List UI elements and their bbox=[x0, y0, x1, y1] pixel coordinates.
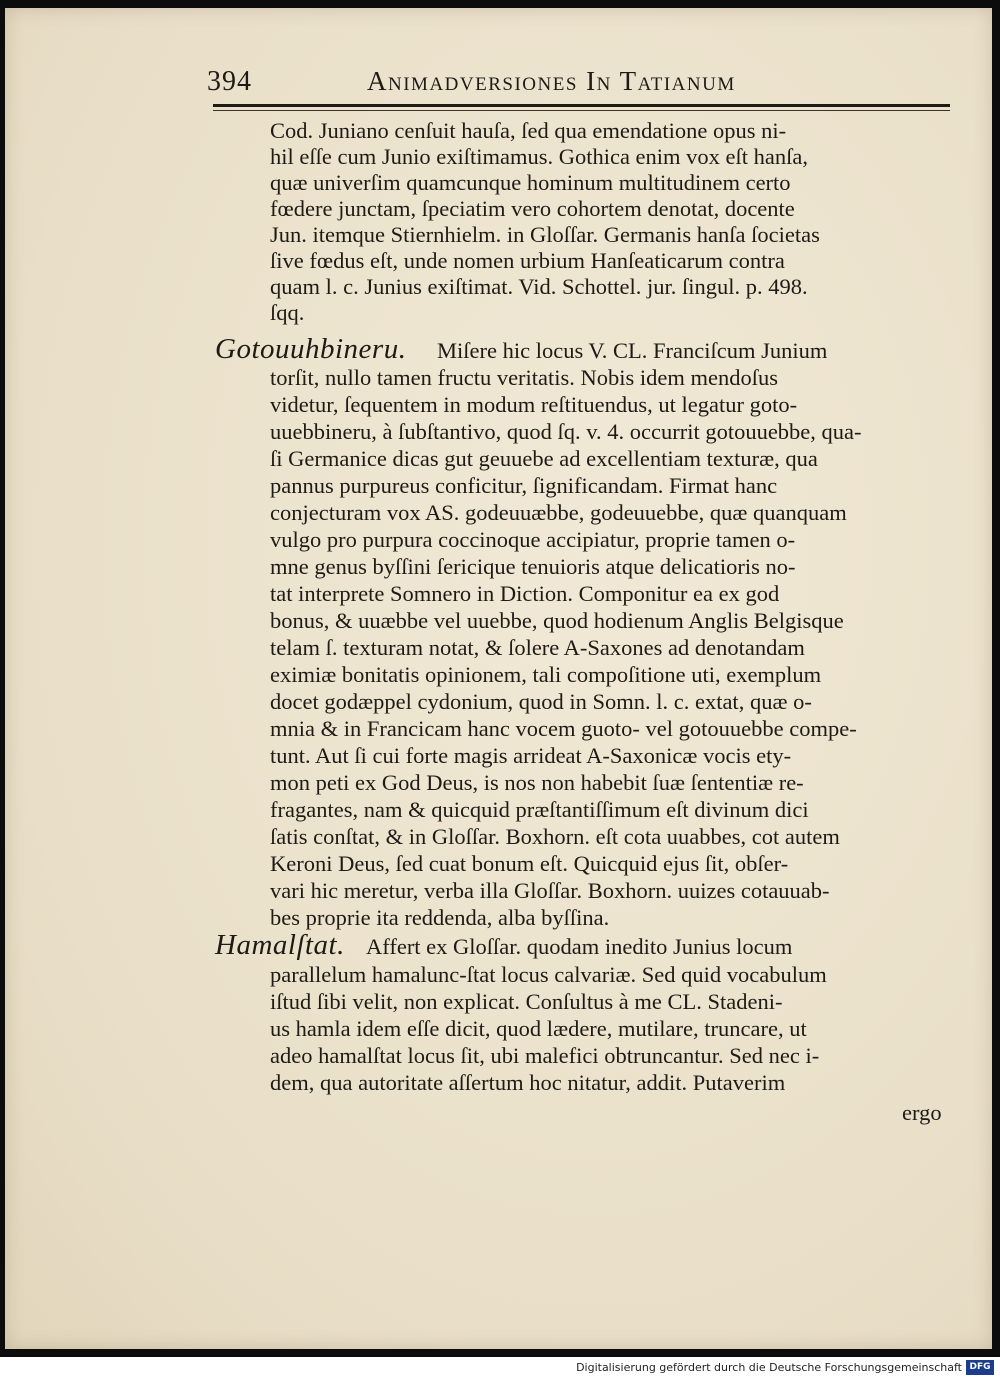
text-line: ſqq. bbox=[270, 300, 305, 325]
text-line: ſatis conſtat, & in Gloſſar. Boxhorn. eſt cota uuabbes, cot autem bbox=[270, 824, 840, 849]
text-line: uuebbineru, à ſubſtantivo, quod ſq. v. 4. occurrit gotouuebbe, qua- bbox=[270, 419, 862, 444]
text-line: us hamla idem eſſe dicit, quod lædere, mutilare, truncare, ut bbox=[270, 1016, 807, 1041]
text-line: tat interprete Somnero in Diction. Componitur ea ex god bbox=[270, 581, 780, 606]
text-line: Keroni Deus, ſed cuat bonum eſt. Quicquid ejus ſit, obſer- bbox=[270, 851, 789, 876]
text-line: iſtud ſibi velit, non explicat. Conſultus à me CL. Stadeni- bbox=[270, 989, 783, 1014]
dfg-logo-icon: DFG bbox=[966, 1360, 994, 1375]
text-line: quam l. c. Junius exiſtimat. Vid. Schottel. jur. ſingul. p. 498. bbox=[270, 274, 808, 299]
text-line: conjecturam vox AS. godeuuæbbe, godeuuebbe, quæ quanquam bbox=[270, 500, 847, 525]
text-line: pannus purpureus conficitur, ſignificandam. Firmat hanc bbox=[270, 473, 778, 498]
text-line: bonus, & uuæbbe vel uuebbe, quod hodienum Anglis Belgisque bbox=[270, 608, 844, 633]
text-line: quæ univerſim quamcunque hominum multitudinem certo bbox=[270, 170, 791, 195]
catchword: ergo bbox=[902, 1100, 942, 1125]
lemma-hamalstat: Hamalſtat. bbox=[215, 929, 345, 961]
text-line: Miſere hic locus V. CL. Franciſcum Junium bbox=[437, 338, 828, 363]
text-line: Affert ex Gloſſar. quodam inedito Junius locum bbox=[366, 934, 793, 959]
text-line: ſive fœdus eſt, unde nomen urbium Hanſeaticarum contra bbox=[270, 248, 785, 273]
page-number: 394 bbox=[207, 66, 252, 97]
lemma-gotouuhbineru: Gotouuhbineru. bbox=[215, 333, 407, 365]
text-line: torſit, nullo tamen fructu veritatis. Nobis idem mendoſus bbox=[270, 365, 779, 390]
text-line: parallelum hamalunc-ſtat locus calvariæ. Sed quid vocabulum bbox=[270, 962, 827, 987]
text-line: docet godæppel cydonium, quod in Somn. l. c. extat, quæ o- bbox=[270, 689, 812, 714]
text-line: vulgo pro purpura coccinoque accipiatur, proprie tamen o- bbox=[270, 527, 796, 552]
footer bbox=[0, 1357, 1000, 1379]
text-line: eximiæ bonitatis opinionem, tali compoſitione uti, exemplum bbox=[270, 662, 822, 687]
text-line: Cod. Juniano cenſuit hauſa, ſed qua emendatione opus ni- bbox=[270, 118, 787, 143]
text-line: fœdere junctam, ſpeciatim vero cohortem denotat, docente bbox=[270, 196, 795, 221]
text-line: adeo hamalſtat locus ſit, ubi malefici obtruncantur. Sed nec i- bbox=[270, 1043, 820, 1068]
text-line: mon peti ex God Deus, is nos non habebit ſuæ ſententiæ re- bbox=[270, 770, 804, 795]
running-title: Animadversiones In Tatianum bbox=[367, 66, 736, 96]
text-line: ſi Germanice dicas gut geuuebe ad excellentiam texturæ, qua bbox=[270, 446, 818, 471]
text-line: hil eſſe cum Junio exiſtimamus. Gothica enim vox eſt hanſa, bbox=[270, 144, 809, 169]
text-line: tunt. Aut ſi cui forte magis arrideat A-Saxonicæ vocis ety- bbox=[270, 743, 792, 768]
text-line: telam ſ. texturam notat, & ſolere A-Saxones ad denotandam bbox=[270, 635, 805, 660]
text-line: vari hic meretur, verba illa Gloſſar. Boxhorn. uuizes cotauuab- bbox=[270, 878, 830, 903]
text-line: bes proprie ita reddenda, alba byſſina. bbox=[270, 905, 610, 930]
text-line: Jun. itemque Stiernhielm. in Gloſſar. Germanis hanſa ſocietas bbox=[270, 222, 820, 247]
text-line: dem, qua autoritate aſſertum hoc nitatur, addit. Putaverim bbox=[270, 1070, 786, 1095]
digitization-credit: Digitalisierung gefördert durch die Deutsche Forschungsgemeinschaft bbox=[576, 1361, 962, 1374]
text-line: fragantes, nam & quicquid præſtantiſſimum eſt divinum dici bbox=[270, 797, 809, 822]
text-line: mnia & in Francicam hanc vocem guoto- vel gotouuebbe compe- bbox=[270, 716, 857, 741]
text-line: videtur, ſequentem in modum reſtituendus, ut legatur goto- bbox=[270, 392, 798, 417]
text-line: mne genus byſſini ſericique tenuioris atque delicatioris no- bbox=[270, 554, 796, 579]
